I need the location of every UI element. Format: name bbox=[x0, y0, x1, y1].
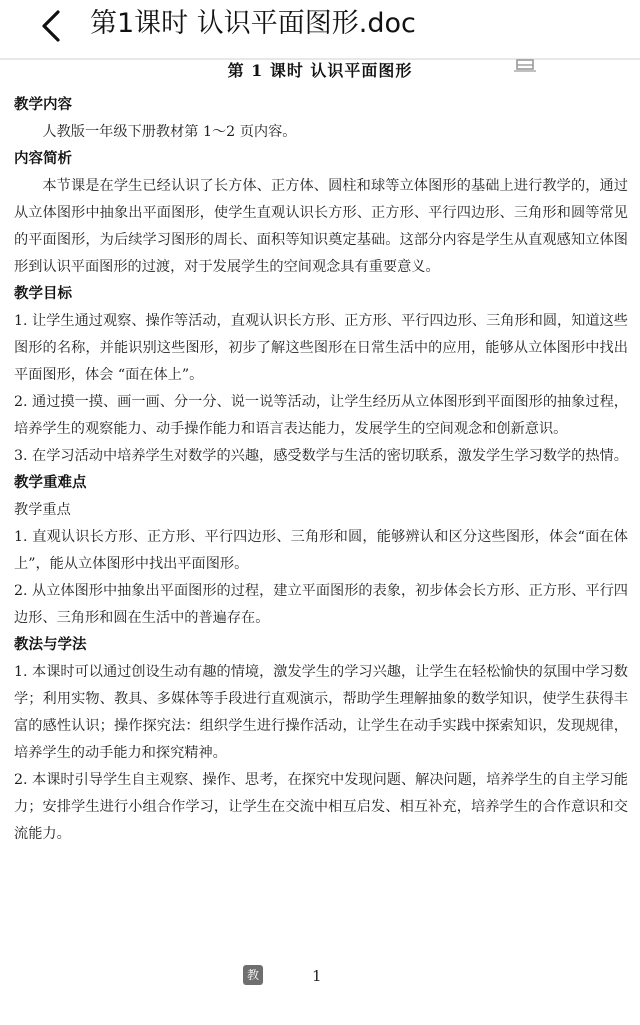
app-bar bbox=[0, 0, 640, 50]
list-item: 1. 本课时可以通过创设生动有趣的情境，激发学生的学习兴趣，让学生在轻松愉快的氛围中学习数学；利用实物、教具、多媒体等手段进行直观演示，帮助学生理解抽象的数学知识，使学生获得丰富的感性认识；操作探究法：组织学生进行操作活动，让学生在动手实践中探索知识，发现规律，培养学生的动手能力和探究精神。 bbox=[14, 664, 628, 761]
section-heading: 教学重难点 bbox=[14, 475, 87, 491]
list-item: 2. 本课时引导学生自主观察、操作、思考，在探究中发现问题、解决问题，培养学生的自主学习能力；安排学生进行小组合作学习，让学生在交流中相互启发、相互补充，培养学生的合作意识和交流能力。 bbox=[14, 772, 628, 842]
page-number: 1 bbox=[312, 967, 322, 985]
list-item: 2. 通过摸一摸、画一画、分一分、说一说等活动，让学生经历从立体图形到平面图形的抽象过程，培养学生的观察能力、动手操作能力和语言表达能力，发展学生的空间观念和创新意识。 bbox=[14, 394, 628, 437]
section-heading: 教学内容 bbox=[14, 97, 72, 113]
list-item: 3. 在学习活动中培养学生对数学的兴趣，感受数学与生活的密切联系，激发学生学习数学的热情。 bbox=[14, 448, 628, 464]
sub-heading: 教学重点 bbox=[14, 502, 71, 518]
document-title: 第1课时 认识平面图形.doc bbox=[90, 8, 416, 39]
document-body[interactable] bbox=[14, 92, 628, 848]
doc-heading: 第 1 课时 认识平面图形 bbox=[227, 61, 413, 80]
back-button[interactable] bbox=[30, 6, 74, 46]
section-heading: 教学目标 bbox=[14, 286, 72, 302]
watermark-badge: 教 bbox=[243, 965, 263, 985]
list-item: 1. 让学生通过观察、操作等活动，直观认识长方形、正方形、平行四边形、三角形和圆，知道这些图形的名称，并能识别这些图形，初步了解这些图形在日常生活中的应用，能够从立体图形中找出平面图形，体会 “面在体上”。 bbox=[14, 313, 628, 383]
section-heading: 教法与学法 bbox=[14, 637, 87, 653]
paragraph: 人教版一年级下册教材第 1～2 页内容。 bbox=[42, 124, 297, 140]
list-item: 2. 从立体图形中抽象出平面图形的过程，建立平面图形的表象，初步体会长方形、正方形、平行四边形、三角形和圆在生活中的普遍存在。 bbox=[14, 583, 628, 626]
page-footer bbox=[0, 965, 640, 1005]
section-heading: 内容简析 bbox=[14, 151, 72, 167]
paragraph: 本节课是在学生已经认识了长方体、正方体、圆柱和球等立体图形的基础上进行教学的，通过从立体图形中抽象出平面图形，使学生直观认识长方形、正方形、平行四边形、三角形和圆等常见的平面图形，为后续学习图形的周长、面积等知识奠定基础。这部分内容是学生从直观感知立体图形到认识平面图形的过渡，对于发展学生的空间观念具有重要意义。 bbox=[14, 178, 628, 275]
list-item: 1. 直观认识长方形、正方形、平行四边形、三角形和圆，能够辨认和区分这些图形，体会“面在体上”，能从立体图形中找出平面图形。 bbox=[14, 529, 628, 572]
scan-mark-icon bbox=[514, 58, 536, 72]
chevron-left-icon bbox=[30, 6, 74, 46]
